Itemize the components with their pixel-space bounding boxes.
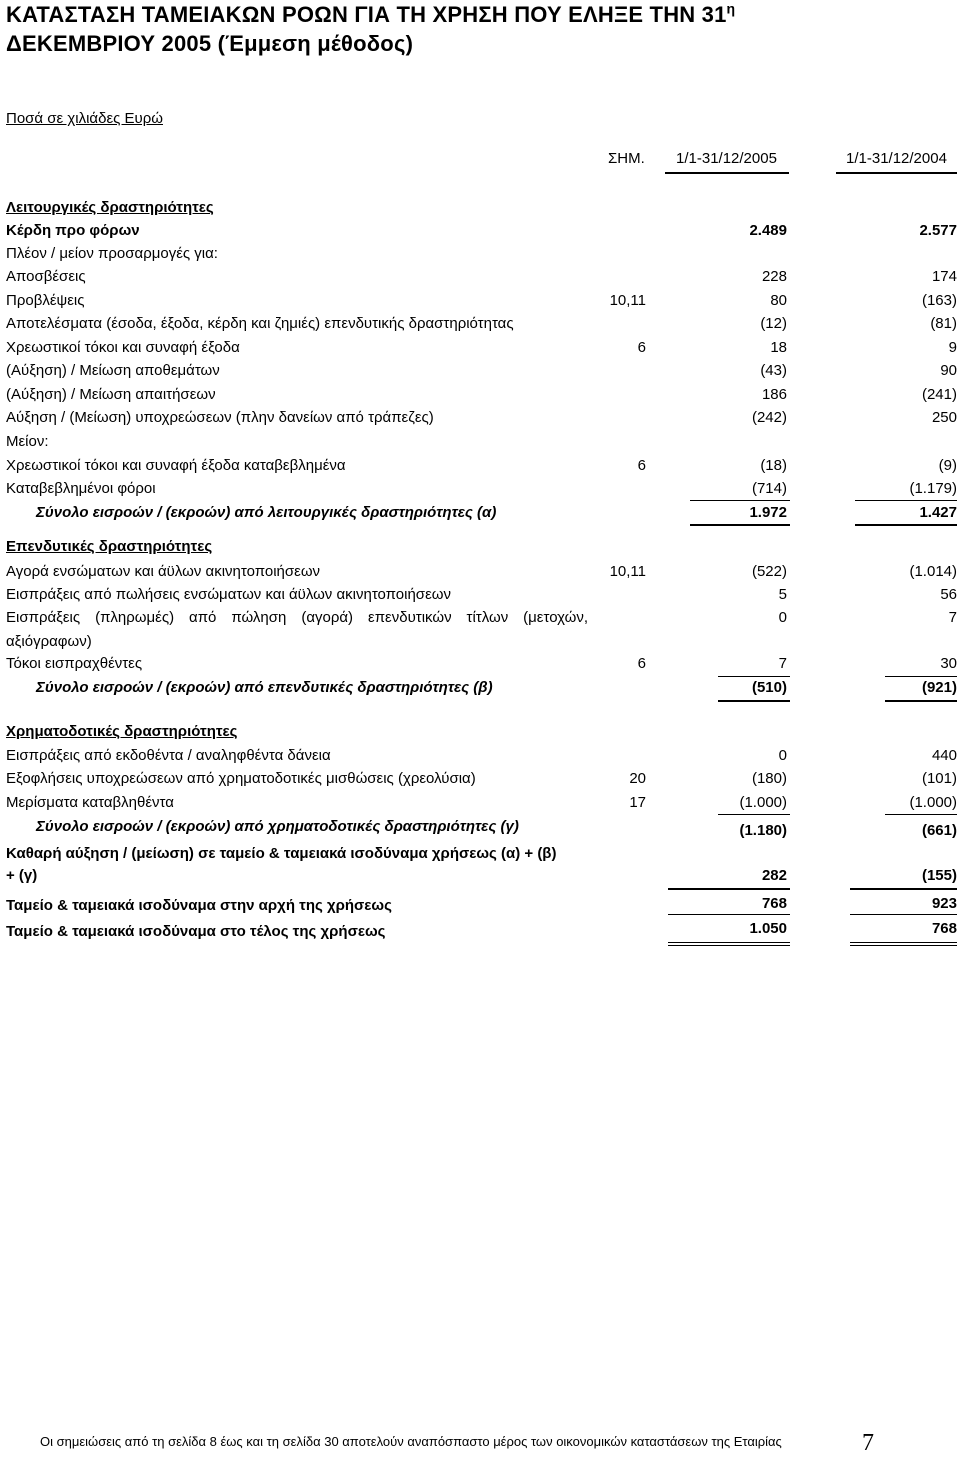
title-superscript: η — [726, 0, 736, 17]
table-row: Εισπράξεις από εκδοθέντα / αναληφθέντα δάνεια 0 440 — [6, 747, 957, 764]
column-header-2004: 1/1-31/12/2004 — [846, 150, 947, 167]
units-caption: Ποσά σε χιλιάδες Ευρώ — [6, 110, 163, 127]
wrapped-label-securities: Εισπράξεις (πληρωμές) από πώληση (αγορά) επενδυτικών τίτλων (μετοχών, αξιόγραφων) — [6, 609, 588, 650]
section-heading-investing: Επενδυτικές δραστηριότητες — [6, 538, 213, 555]
table-row: Μερίσματα καταβληθέντα 17 (1.000) (1.000) — [6, 794, 957, 811]
table-row: (Αύξηση) / Μείωση αποθεμάτων (43) 90 — [6, 362, 957, 379]
rule-opening-2004 — [850, 914, 957, 915]
rule-investing-bottom-2005 — [718, 700, 790, 702]
column-header-2005: 1/1-31/12/2005 — [676, 150, 777, 167]
rule-closing-2005-a — [668, 942, 790, 943]
column-header-note: ΣΗΜ. — [608, 150, 645, 167]
rule-closing-2004-b — [850, 945, 957, 946]
row-investing-total: Σύνολο εισροών / (εκροών) από επενδυτικές δραστηριότητες (β) (510) (921) — [36, 679, 957, 696]
rule-operating-top-2004 — [855, 500, 957, 501]
rule-net-2004 — [850, 888, 957, 890]
rule-financing-top-2005 — [718, 814, 790, 815]
rule-operating-top-2005 — [690, 500, 790, 501]
rule-financing-top-2004 — [885, 814, 957, 815]
statement-title — [6, 0, 735, 58]
table-row: Εξοφλήσεις υποχρεώσεων από χρηματοδοτικές μισθώσεις (χρεολύσια) 20 (180) (101) — [6, 770, 957, 787]
section-heading-operating: Λειτουργικές δραστηριότητες — [6, 199, 214, 216]
table-row: Αγορά ενσώματων και άϋλων ακινητοποιήσεων 10,11 (522) (1.014) — [6, 563, 957, 580]
title-line-2: ΔΕΚΕΜΒΡΙΟΥ 2005 (Έμμεση μέθοδος) — [6, 31, 414, 56]
table-row: Χρεωστικοί τόκοι και συναφή έξοδα 6 18 9 — [6, 339, 957, 356]
rule-opening-2005 — [668, 914, 790, 915]
footer-note: Οι σημειώσεις από τη σελίδα 8 έως και τη σελίδα 30 αποτελούν αναπόσπαστο μέρος των οικονομικών καταστάσεων της Εταιρίας — [40, 1434, 782, 1449]
table-row: (Αύξηση) / Μείωση απαιτήσεων 186 (241) — [6, 386, 957, 403]
rule-investing-bottom-2004 — [885, 700, 957, 702]
rule-operating-bottom-2005 — [690, 524, 790, 526]
header-underline-2004 — [836, 172, 957, 174]
table-row: Καταβεβλημένοι φόροι (714) (1.179) — [6, 480, 957, 497]
table-row: Αποσβέσεις 228 174 — [6, 268, 957, 285]
row-profit-before-tax: Κέρδη προ φόρων 2.489 2.577 — [6, 222, 957, 239]
row-net-change-line1: Καθαρή αύξηση / (μείωση) σε ταμείο & ταμειακά ισοδύναμα χρήσεως (α) + (β) — [6, 845, 557, 862]
row-closing-cash: Ταμείο & ταμειακά ισοδύναμα στο τέλος της χρήσεως 1.050 768 — [6, 920, 957, 940]
row-net-change: + (γ) 282 (155) — [6, 867, 957, 884]
row-less-label: Μείον: — [6, 433, 49, 450]
table-row: Αποτελέσματα (έσοδα, έξοδα, κέρδη και ζημιές) επενδυτικής δραστηριότητας (12) (81) — [6, 315, 957, 332]
table-row: 0 7 — [778, 609, 957, 626]
page-number: 7 — [862, 1430, 874, 1456]
rule-operating-bottom-2004 — [855, 524, 957, 526]
rule-closing-2004-a — [850, 942, 957, 943]
rule-net-2005 — [668, 888, 790, 890]
rule-closing-2005-b — [668, 945, 790, 946]
table-row: Προβλέψεις 10,11 80 (163) — [6, 292, 957, 309]
table-row: Αύξηση / (Μείωση) υποχρεώσεων (πλην δανείων από τράπεζες) (242) 250 — [6, 409, 957, 426]
table-row: Τόκοι εισπραχθέντες 6 7 30 — [6, 655, 957, 672]
header-underline-2005 — [665, 172, 789, 174]
row-opening-cash: Ταμείο & ταμειακά ισοδύναμα στην αρχή της χρήσεως 768 923 — [6, 895, 957, 914]
title-line-1: ΚΑΤΑΣΤΑΣΗ ΤΑΜΕΙΑΚΩΝ ΡΟΩΝ ΓΙΑ ΤΗ ΧΡΗΣΗ ΠΟΥ ΕΛΗΞΕ ΤΗΝ 31 — [6, 2, 727, 27]
row-operating-total: Σύνολο εισροών / (εκροών) από λειτουργικές δραστηριότητες (α) 1.972 1.427 — [36, 504, 957, 521]
row-adjustments-label: Πλέον / μείον προσαρμογές για: — [6, 245, 218, 262]
table-row: Χρεωστικοί τόκοι και συναφή έξοδα καταβεβλημένα 6 (18) (9) — [6, 457, 957, 474]
section-heading-financing: Χρηματοδοτικές δραστηριότητες — [6, 723, 238, 740]
table-row: Εισπράξεις από πωλήσεις ενσώματων και άϋλων ακινητοποιήσεων 5 56 — [6, 586, 957, 603]
row-financing-total: Σύνολο εισροών / (εκροών) από χρηματοδοτικές δραστηριότητες (γ) (1.180) (661) — [36, 818, 957, 839]
